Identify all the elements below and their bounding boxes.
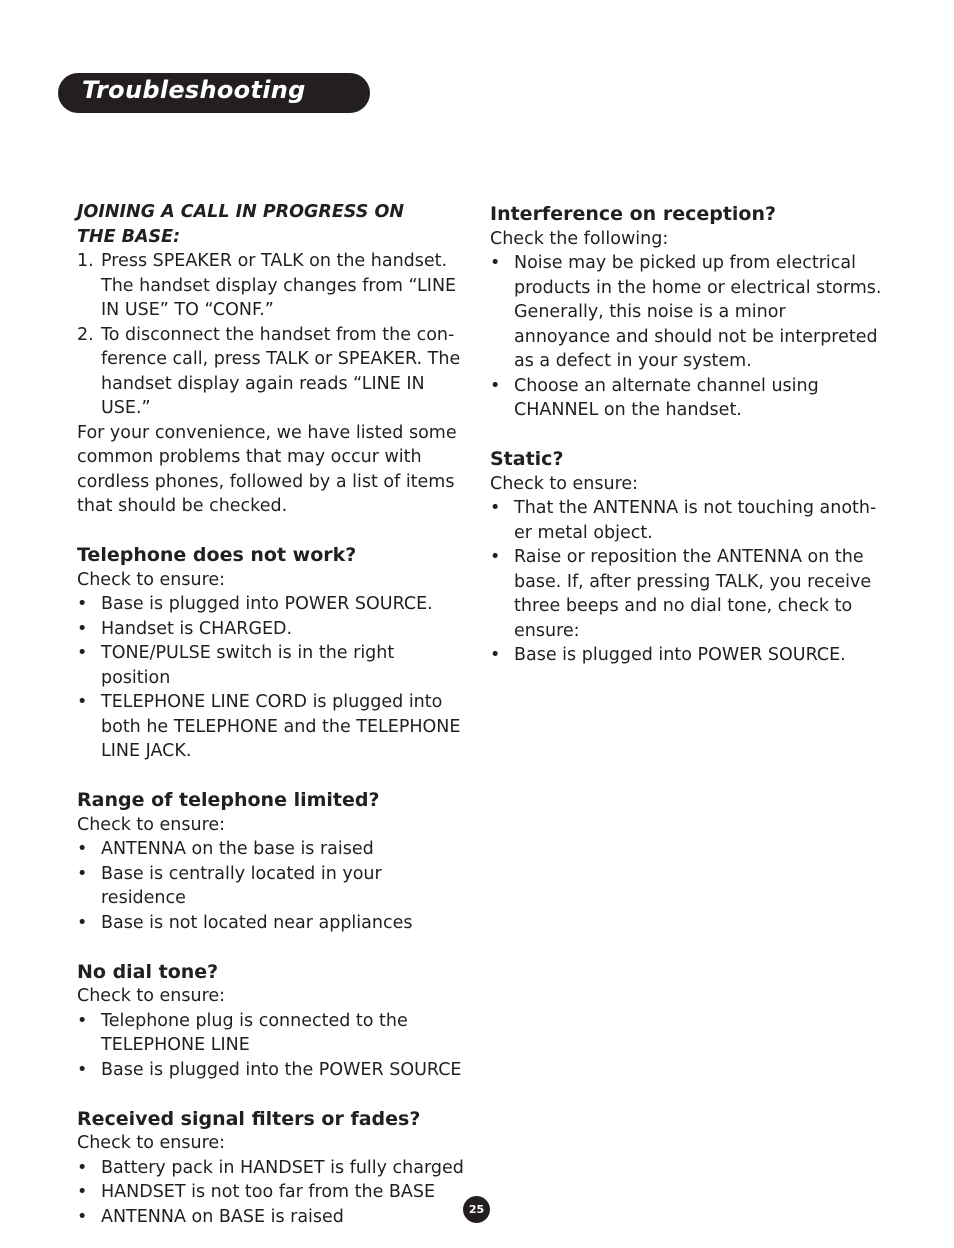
list-item <box>77 641 469 690</box>
list-item-text: Noise may be picked up from electrical products in the home or electrical storms. Generally, this noise is a minor annoyance and should not be interpreted as a defect in your system. <box>514 253 882 371</box>
list-item <box>77 592 469 617</box>
section-title-banner <box>58 73 370 113</box>
bullet-icon: • <box>77 839 88 859</box>
list-item-text: ANTENNA on the base is raised <box>101 839 374 859</box>
list-item <box>77 1180 469 1205</box>
bullet-icon: • <box>77 1182 88 1202</box>
list-item <box>490 496 882 545</box>
right-column <box>490 200 882 668</box>
list-item <box>77 862 469 911</box>
list-item-text: Choose an alternate channel using CHANNEL on the handset. <box>514 375 819 420</box>
bullet-icon: • <box>77 594 88 614</box>
intro-heading <box>77 200 469 249</box>
list-item-text: Base is plugged into the POWER SOURCE <box>101 1059 462 1080</box>
section-heading: Static? <box>490 448 564 470</box>
bullet-icon: • <box>77 1206 88 1227</box>
list-item <box>77 617 469 642</box>
section-heading: Interference on reception? <box>490 203 777 225</box>
bullet-icon: • <box>490 375 501 396</box>
list-item <box>490 374 882 423</box>
section-lead: Check to ensure: <box>490 473 639 494</box>
bullet-list <box>77 837 469 935</box>
section-lead: Check to ensure: <box>77 1133 226 1153</box>
bullet-list <box>490 251 882 423</box>
list-item <box>490 643 882 668</box>
bullet-list <box>490 496 882 668</box>
list-item-text: TONE/PULSE switch is in the right position <box>101 643 395 688</box>
section-lead: Check to ensure: <box>77 569 226 590</box>
step-text: To disconnect the handset from the con- ference call, press TALK or SPEAKER. The handset display again reads “LINE IN USE.” <box>101 324 461 418</box>
bullet-icon: • <box>490 645 501 665</box>
left-column <box>77 200 469 1229</box>
section-heading: Range of telephone limited? <box>77 789 380 811</box>
page-number: 25 <box>463 1196 490 1223</box>
section-lead: Check the following: <box>490 228 669 249</box>
bullet-icon: • <box>77 692 88 712</box>
list-item <box>490 251 882 374</box>
bullet-icon: • <box>490 253 501 273</box>
list-item-text: HANDSET is not too far from the BASE <box>101 1182 436 1202</box>
bullet-icon: • <box>490 498 501 518</box>
intro-paragraph: For your convenience, we have listed some common problems that may occur with cordless phones, followed by a list of items that should be checked. <box>77 422 457 516</box>
list-item-text: Base is centrally located in your residence <box>101 863 382 908</box>
list-item <box>77 249 469 323</box>
list-item-text: Base is plugged into POWER SOURCE. <box>101 594 433 614</box>
list-item <box>77 323 469 421</box>
list-item-text: TELEPHONE LINE CORD is plugged into both he TELEPHONE and the TELEPHONE LINE JACK. <box>101 692 461 761</box>
section-heading: Telephone does not work? <box>77 544 357 566</box>
bullet-icon: • <box>77 643 88 663</box>
section-heading: Received signal filters or fades? <box>77 1107 421 1130</box>
bullet-icon: • <box>77 1010 88 1031</box>
list-item-text: Telephone plug is connected to the TELEPHONE LINE <box>101 1010 408 1055</box>
list-item <box>77 911 469 936</box>
list-item-text: ANTENNA on BASE is raised <box>101 1206 344 1227</box>
step-text: Press SPEAKER or TALK on the handset. The handset display changes from “LINE IN USE” TO “CONF.” <box>101 251 457 320</box>
bullet-icon: • <box>490 547 501 567</box>
list-item-text: Raise or reposition the ANTENNA on the base. If, after pressing TALK, you receive three beeps and no dial tone, check to ensure: <box>514 547 872 641</box>
list-item <box>77 1009 469 1058</box>
list-item-text: Battery pack in HANDSET is fully charged <box>101 1157 464 1178</box>
bullet-icon: • <box>77 1059 88 1080</box>
list-item <box>77 1205 469 1230</box>
list-item <box>77 1058 469 1083</box>
list-item <box>77 837 469 862</box>
bullet-icon: • <box>77 912 88 933</box>
intro-heading-line2: THE BASE: <box>77 226 181 247</box>
list-item-text: Base is plugged into POWER SOURCE. <box>514 645 846 665</box>
step-number: 2. <box>77 324 94 345</box>
list-item <box>77 1156 469 1181</box>
bullet-list <box>77 1009 469 1083</box>
bullet-icon: • <box>77 618 88 639</box>
list-item-text: Handset is CHARGED. <box>101 618 293 639</box>
step-number: 1. <box>77 251 94 271</box>
section-lead: Check to ensure: <box>77 814 226 835</box>
bullet-icon: • <box>77 1157 88 1178</box>
list-item <box>490 545 882 643</box>
list-item-text: That the ANTENNA is not touching anoth- er metal object. <box>514 498 877 543</box>
section-lead: Check to ensure: <box>77 986 226 1006</box>
bullet-list <box>77 1156 469 1230</box>
bullet-list <box>77 592 469 764</box>
section-title: Troubleshooting <box>82 76 306 104</box>
intro-steps <box>77 249 469 421</box>
section-heading: No dial tone? <box>77 960 219 983</box>
bullet-icon: • <box>77 863 88 884</box>
intro-heading-line1: JOINING A CALL IN PROGRESS ON <box>77 202 404 222</box>
list-item <box>77 690 469 764</box>
list-item-text: Base is not located near appliances <box>101 912 413 933</box>
